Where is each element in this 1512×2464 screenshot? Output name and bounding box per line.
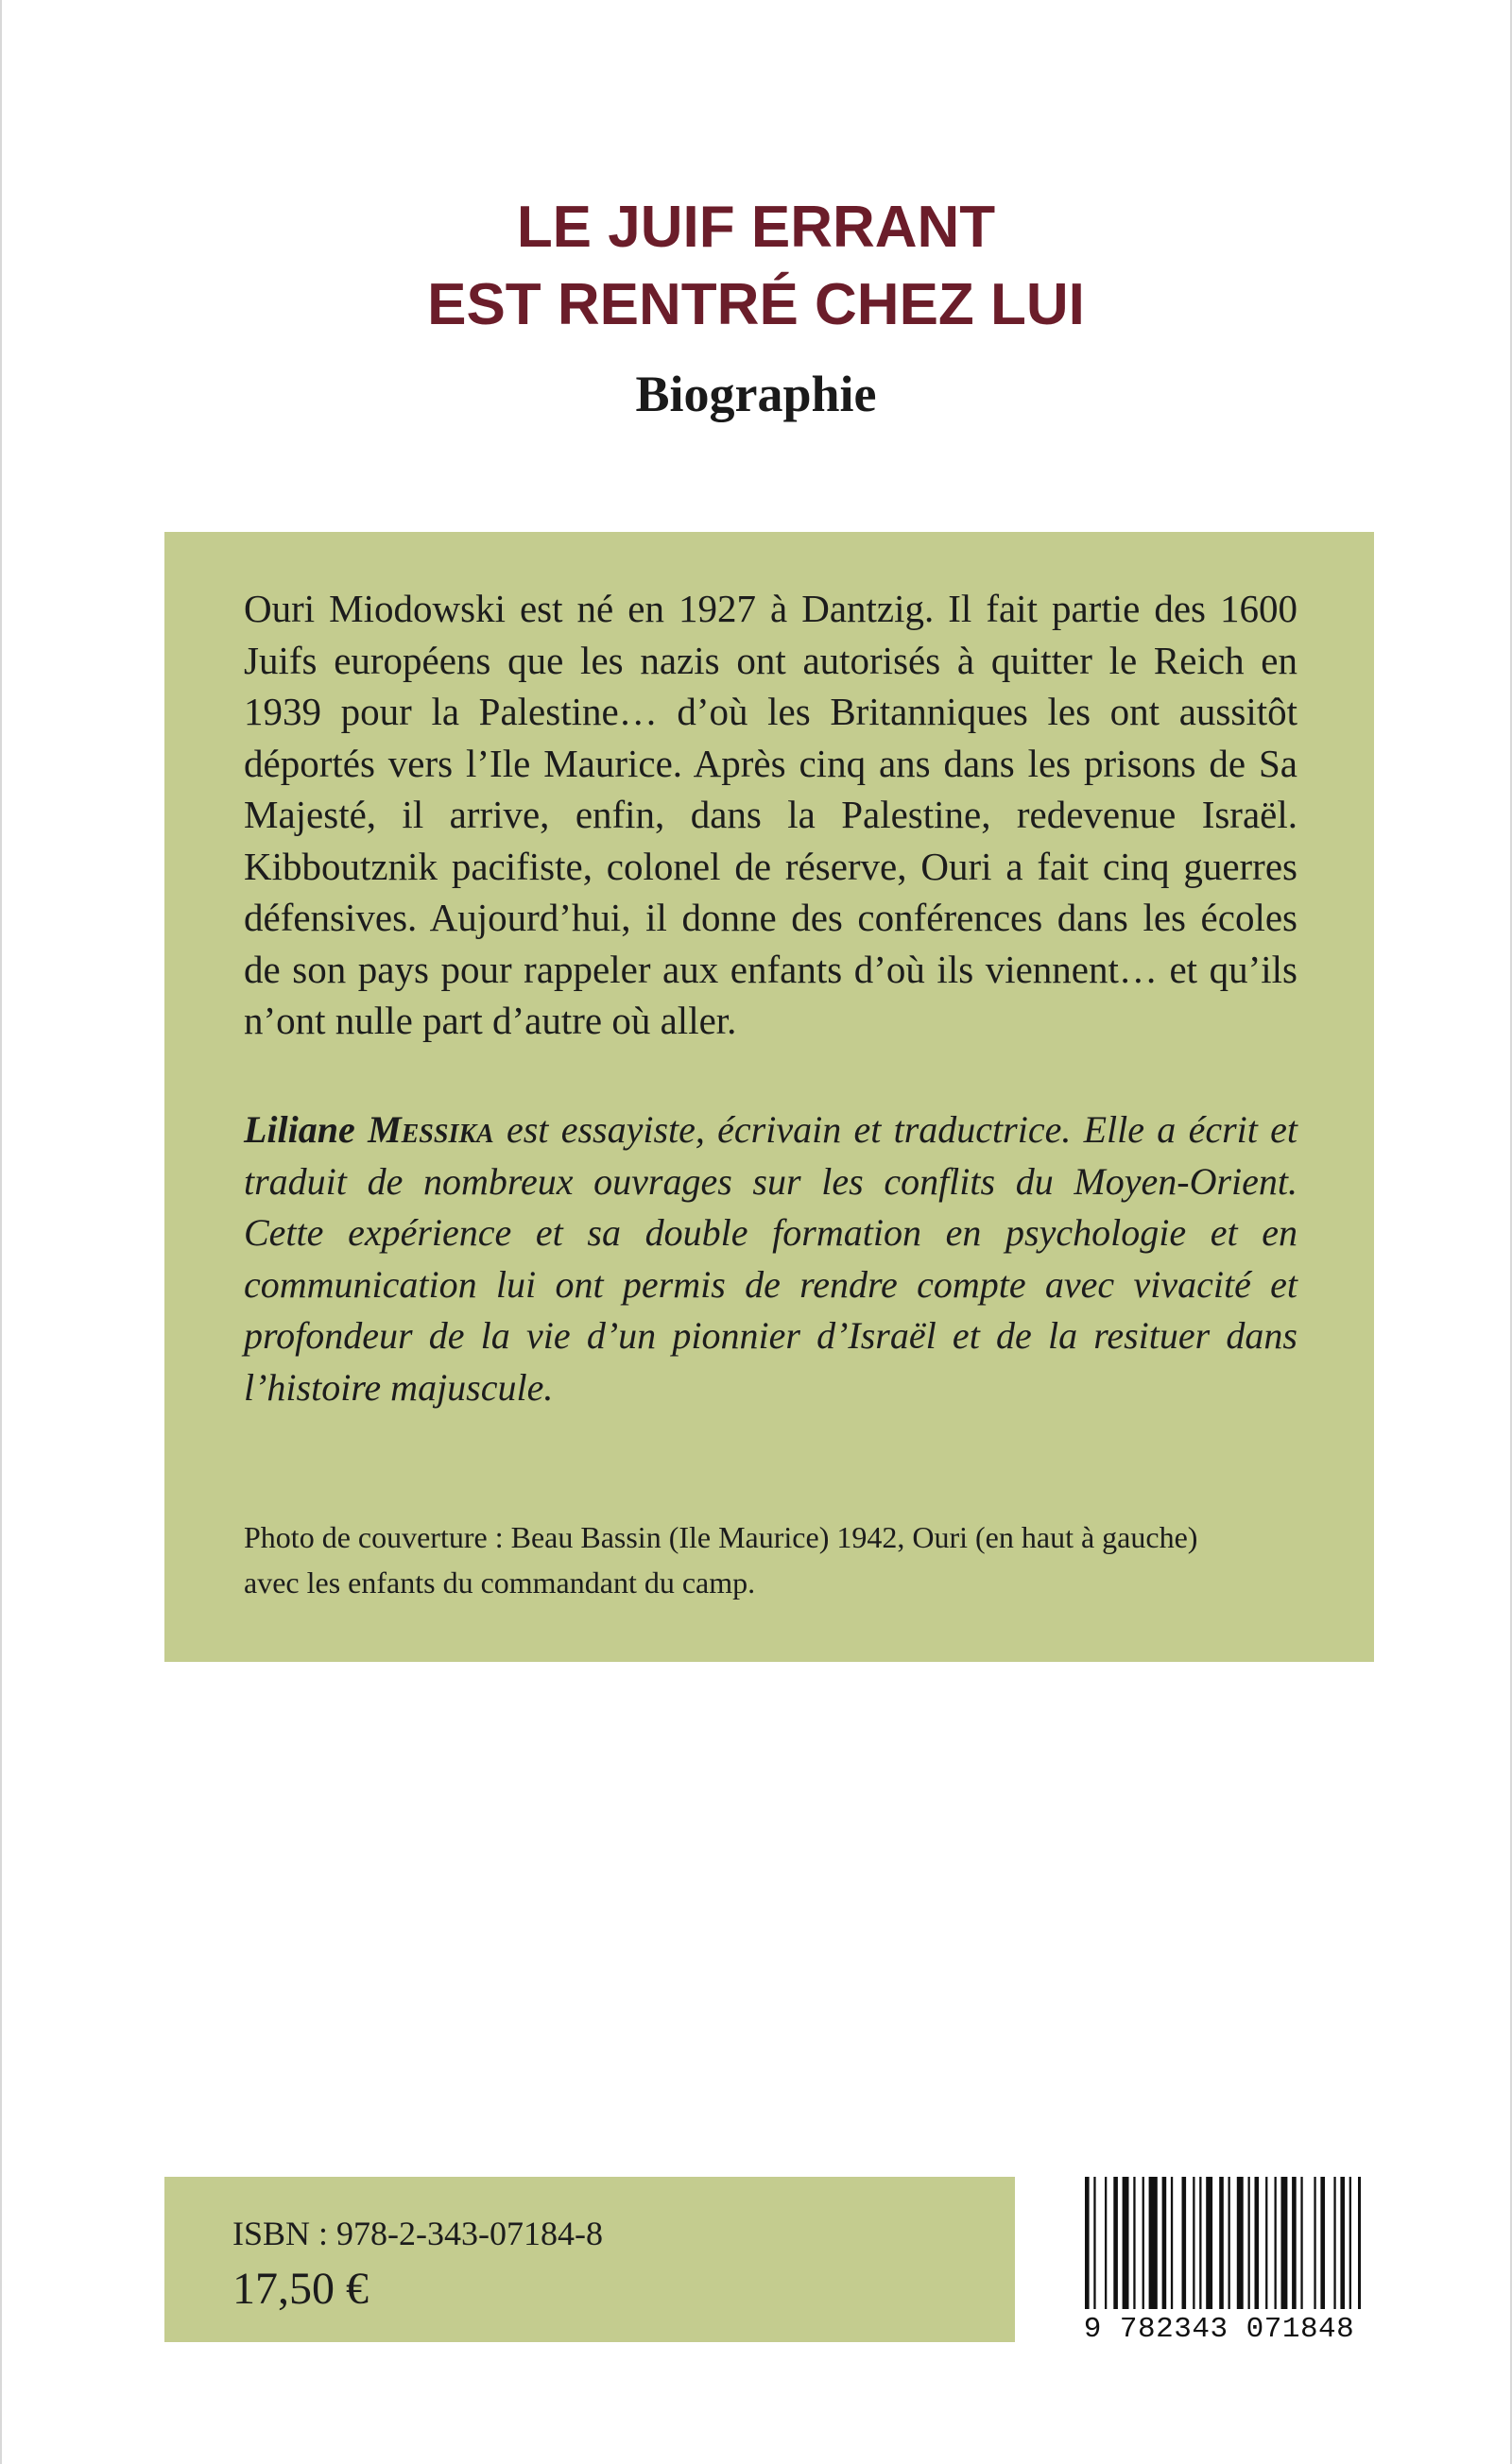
barcode-bar (1248, 2177, 1250, 2309)
barcode-bar (1113, 2177, 1118, 2309)
barcode-bar (1149, 2177, 1158, 2309)
photo-credit-line-2: avec les enfants du commandant du camp. (244, 1566, 756, 1600)
synopsis-paragraph: Ouri Miodowski est né en 1927 à Dantzig. Il fait partie des 1600 Juifs européens que les nazis ont autorisés à quitter le Reich en 1939 pour la Palestine… d’où les Britanniques les ont aussitôt déportés vers l’Ile Maurice. Après cinq ans dans les prisons de Sa Majesté, il arrive, enfin, dans la Palestine, redevenue Israël. Kibboutznik pacifiste, colonel de réserve, Ouri a fait cinq guerres défensives. Aujourd’hui, il donne des conférences dans les écoles de son pays pour rappeler aux enfants d’où ils viennent… et qu’ils n’ont nulle part d’autre où aller. (244, 587, 1297, 1042)
barcode-bars (1077, 2173, 1361, 2315)
barcode-bar (1340, 2177, 1345, 2309)
barcode-bar (1123, 2177, 1129, 2309)
barcode-bar (1105, 2177, 1107, 2309)
book-title (0, 189, 1512, 344)
barcode-bar (1199, 2177, 1201, 2309)
barcode-bar (1085, 2177, 1090, 2309)
barcode-bar (1300, 2177, 1302, 2309)
barcode-bar (1292, 2177, 1297, 2309)
barcode-bar (1333, 2177, 1335, 2309)
book-title-line-1: LE JUIF ERRANT (516, 195, 996, 260)
barcode-bar (1193, 2177, 1194, 2309)
isbn-price-panel (164, 2177, 1015, 2342)
barcode-bar (1171, 2177, 1173, 2309)
barcode-bar (1219, 2177, 1224, 2309)
author-first-name: Liliane (244, 1108, 355, 1151)
barcode-bar (1228, 2177, 1230, 2309)
barcode-bar (1314, 2177, 1315, 2309)
barcode-bar (1162, 2177, 1167, 2309)
barcode-bar (1349, 2177, 1351, 2309)
author-last-name: Messika (368, 1108, 494, 1151)
barcode-bar (1358, 2177, 1361, 2309)
price: 17,50 € (232, 2264, 369, 2314)
barcode (1077, 2173, 1361, 2353)
barcode-digits: 9 782343 071848 (1083, 2313, 1355, 2346)
barcode-bar (1237, 2177, 1244, 2309)
photo-credit (244, 1514, 1297, 1605)
book-subtitle: Biographie (635, 366, 877, 422)
barcode-bar (1281, 2177, 1288, 2309)
author-bio-paragraph (244, 1104, 1297, 1413)
description-panel (164, 532, 1374, 1662)
barcode-bar (1255, 2177, 1260, 2309)
barcode-bar (1320, 2177, 1325, 2309)
barcode-bar (1275, 2177, 1277, 2309)
book-title-line-2: EST RENTRÉ CHEZ LUI (427, 272, 1085, 337)
barcode-bar (1182, 2177, 1187, 2309)
barcode-bar (1143, 2177, 1144, 2309)
barcode-bar (1265, 2177, 1267, 2309)
barcode-bar (1133, 2177, 1135, 2309)
isbn-number: ISBN : 978-2-343-07184-8 (232, 2215, 603, 2252)
barcode-bar (1093, 2177, 1095, 2309)
photo-credit-line-1: Photo de couverture : Beau Bassin (Ile Maurice) 1942, Ouri (en haut à gauche) (244, 1520, 1198, 1554)
barcode-bar (1206, 2177, 1212, 2309)
author-bio-text: est essayiste, écrivain et traductrice. Elle a écrit et traduit de nombreux ouvrages sur les conflits du Moyen-Orient. Cette expérience et sa double formation en psychologie et en communication lui ont permis de rendre compte avec vivacité et profondeur de la vie d’un pionnier d’Israël et de la resituer dans l’histoire majuscule. (244, 1108, 1298, 1409)
